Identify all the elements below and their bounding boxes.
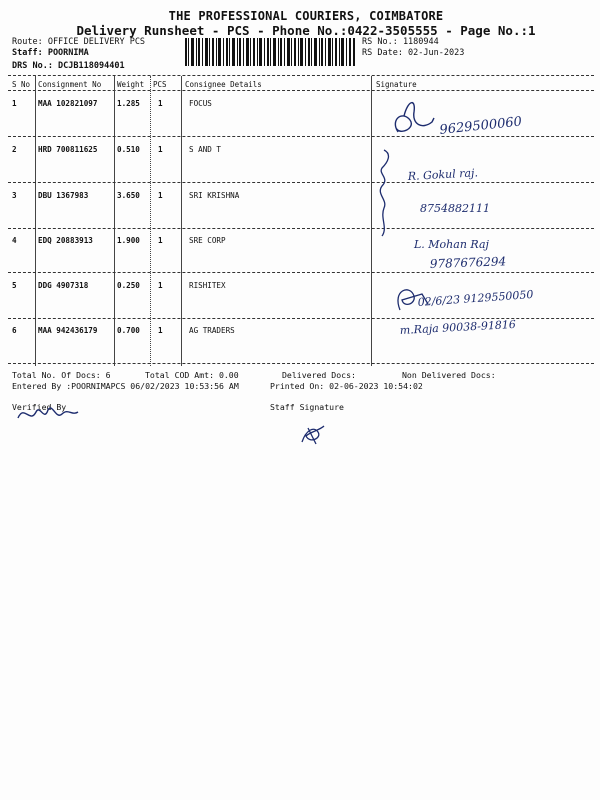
handwritten-phone-4: 9787676294 (429, 254, 507, 271)
non-delivered-docs: Non Delivered Docs: (402, 370, 496, 380)
route-label: Route: OFFICE DELIVERY PCS (12, 37, 146, 47)
entered-by: Entered By :POORNIMAPCS 06/02/2023 10:53:56 AM (12, 381, 239, 391)
staff-signature-label: Staff Signature (270, 402, 344, 412)
col-signature: Signature (376, 80, 417, 89)
rs-date: RS Date: 02-Jun-2023 (362, 48, 465, 58)
row-3-weight: 3.650 (117, 191, 140, 200)
col-consignee: Consignee Details (185, 80, 262, 89)
row-6-consignment: MAA 942436179 (38, 326, 98, 335)
row-6-pcs: 1 (158, 326, 163, 335)
row-6-weight: 0.700 (117, 326, 140, 335)
row-1-consignee: FOCUS (189, 99, 212, 108)
row-2-weight: 0.510 (117, 145, 140, 154)
col-pcs: PCS (153, 80, 167, 89)
row-4-sno: 4 (12, 236, 17, 245)
total-docs: Total No. Of Docs: 6 (12, 370, 111, 380)
row-2-pcs: 1 (158, 145, 163, 154)
row-2-sno: 2 (12, 145, 17, 154)
handwritten-name-2: R. Gokul raj. (407, 166, 479, 183)
row-4-consignee: SRE CORP (189, 236, 226, 245)
row-3-consignee: SRI KRISHNA (189, 191, 240, 200)
staff-signature-scribble (296, 422, 330, 448)
row-3-sno: 3 (12, 191, 17, 200)
col-sno: S No (12, 80, 31, 89)
runsheet-title: Delivery Runsheet - PCS - Phone No.:0422-3505555 - Page No.:1 (76, 23, 536, 38)
rs-number: RS No.: 1180944 (362, 37, 439, 47)
row-5-pcs: 1 (158, 281, 163, 290)
barcode (185, 38, 355, 66)
row-2-consignment: HRD 700811625 (38, 145, 98, 154)
company-name: THE PROFESSIONAL COURIERS, COIMBATORE (168, 9, 444, 23)
row-4-weight: 1.900 (117, 236, 140, 245)
row-5-consignment: DDG 4907318 (38, 281, 89, 290)
row-3-pcs: 1 (158, 191, 163, 200)
row-1-sno: 1 (12, 99, 17, 108)
handwritten-phone-1: 9629500060 (438, 114, 523, 138)
col-consignment: Consignment No (38, 80, 102, 89)
verifier-signature-scribble (14, 398, 84, 428)
handwritten-name-4: L. Mohan Raj (414, 238, 489, 251)
row-4-consignment: EDQ 20883913 (38, 236, 93, 245)
col-divider (150, 76, 151, 366)
row-5-consignee: RISHITEX (189, 281, 226, 290)
bracket-mark (380, 150, 388, 236)
row-6-sno: 6 (12, 326, 17, 335)
delivered-docs: Delivered Docs: (282, 370, 356, 380)
col-divider (181, 76, 182, 366)
col-divider (114, 76, 115, 366)
row-2-consignee: S AND T (189, 145, 222, 154)
signature-scribble-1 (395, 103, 434, 132)
handwritten-text-6: m.Raja 90038-91816 (399, 317, 517, 337)
row-5-sno: 5 (12, 281, 17, 290)
drs-number: DRS No.: DCJB118094401 (12, 61, 125, 71)
col-divider (35, 76, 36, 366)
row-1-consignment: MAA 102821097 (38, 99, 98, 108)
table-top-rule (8, 75, 594, 76)
handwritten-signatures (370, 90, 595, 365)
total-cod: Total COD Amt: 0.00 (145, 370, 239, 380)
handwritten-text-5: 02/6/23 9129550050 (417, 287, 534, 309)
row-3-consignment: DBU 1367983 (38, 191, 89, 200)
staff-label: Staff: POORNIMA (12, 48, 89, 58)
printed-on: Printed On: 02-06-2023 10:54:02 (270, 381, 423, 391)
row-1-pcs: 1 (158, 99, 163, 108)
row-6-consignee: AG TRADERS (189, 326, 235, 335)
verified-by-label: Verified By (12, 402, 67, 412)
row-5-weight: 0.250 (117, 281, 140, 290)
handwritten-phone-3: 8754882111 (420, 202, 490, 215)
row-1-weight: 1.285 (117, 99, 140, 108)
row-4-pcs: 1 (158, 236, 163, 245)
col-weight: Weight (117, 80, 145, 89)
